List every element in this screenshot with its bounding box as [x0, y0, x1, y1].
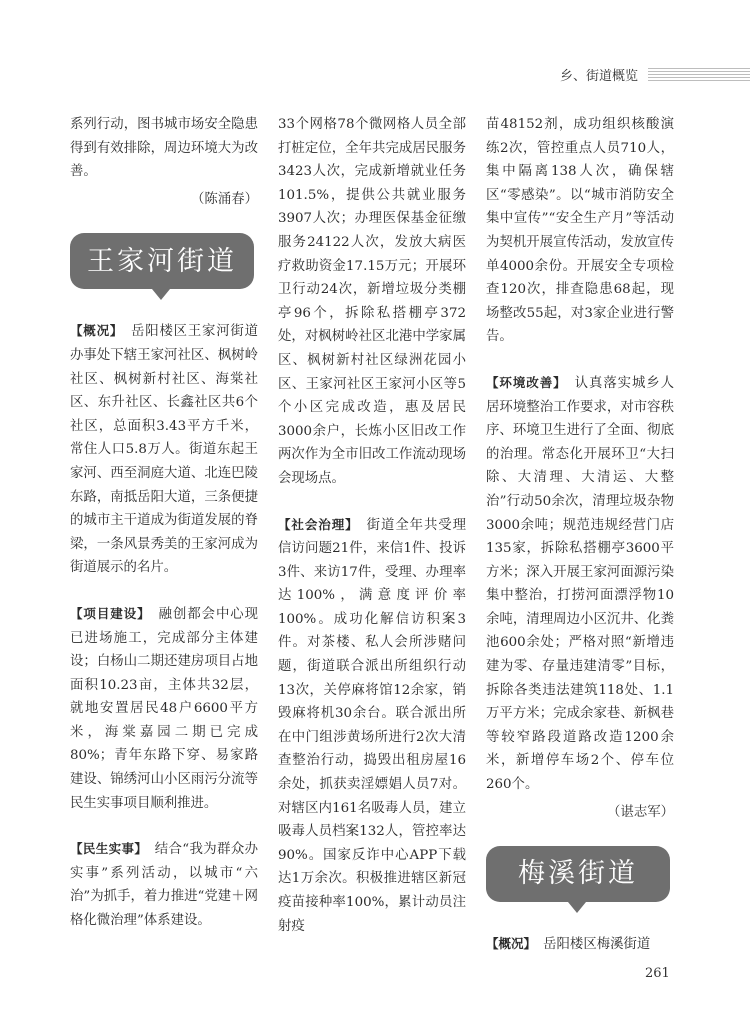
paragraph-overview	[486, 932, 674, 957]
banner-pointer	[152, 289, 170, 300]
author-signature: （陈涌春）	[191, 191, 258, 207]
paragraph-text: 认真落实城乡人居环境整治工作要求，对市容秩序、环境卫生进行了全面、彻底的治理。常态化开展环卫“大扫除、大清理、大清运、大整治”行动50余次，清理垃圾杂物3000余吨；规范违规经营门店135家，拆除私搭棚亭3600平方米；深入开展王家河面源污染集中整治，打捞河面漂浮物10余吨，清理周边小区沉井、化粪池600余处；严格对照“新增违建为零、存量违建清零”目标，拆除各类违法建筑118处、1.1万平方米；完成余家巷、新枫巷等较窄路段道路改造1200余米，新增停车场2个、停车位260个。	[486, 375, 674, 793]
page-number: 261	[645, 966, 670, 981]
paragraph-text: 街道全年共受理信访问题21件，来信1件、投诉3件、来访17件，受理、办理率达100%，满意度评价率100%。成功化解信访积案3件。对茶楼、私人会所涉赌问题，街道联合派出所组织行动13次，关停麻将馆12余家，销毁麻将机30余台。联合派出所在中门组涉黄场所进行2次大清查整治行动，捣毁出租房屋16余处，抓获卖淫嫖娼人员7对。对辖区内161名吸毒人员，建立吸毒人员档案132人，管控率达90%。国家反诈中心APP下载达1万余次。积极推进辖区新冠疫苗接种率100%，累计动员注射疫	[278, 517, 466, 934]
banner-pointer	[568, 902, 586, 913]
paragraph-environment	[486, 371, 674, 797]
section-title: 乡、街道概览	[560, 68, 639, 84]
subheading-label: 【概况】	[70, 323, 117, 339]
column-3	[486, 113, 674, 957]
subheading-label: 【民生实事】	[70, 841, 142, 857]
paragraph-overview	[70, 319, 258, 580]
subheading-label: 【环境改善】	[486, 374, 561, 390]
column-1	[70, 113, 258, 933]
section-banner-title: 梅溪街道	[486, 846, 670, 902]
section-banner	[70, 233, 258, 319]
paragraph: 系列行动，图书城市场安全隐患得到有效排除，周边环境大为改善。	[70, 117, 258, 180]
column-2	[278, 113, 466, 938]
paragraph: 33个网格78个微网格人员全部打桩定位，全年共完成居民服务3423人次，完成新增就业任务101.5%，提供公共就业服务3907人次；办理医保基金征缴服务24122人次，发放大病医疗救助资金17.15万元；开展环卫行动24次，新增垃圾分类棚亭96个，拆除私搭棚亭372处，对枫树岭社区北港中学家属区、枫树新村社区绿洲花园小区、王家河社区王家河小区等5个小区完成改造，惠及居民3000余户，长炼小区旧改工作两次作为全市旧改工作流动现场会现场点。	[278, 117, 466, 486]
header-rule-lines	[648, 68, 750, 81]
paragraph: 苗48152剂，成功组织核酸演练2次，管控重点人员710人，集中隔离138人次，确保辖区“零感染”。以“城市消防安全集中宣传”“安全生产月”等活动为契机开展宣传活动，发放宣传单4000余份。开展安全专项检查120次，排查隐患68起，现场整改55起，对3家企业进行警告。	[486, 117, 674, 345]
paragraph-text: 岳阳楼区梅溪街道	[543, 937, 651, 953]
subheading-label: 【项目建设】	[70, 605, 145, 621]
running-header	[560, 60, 750, 88]
section-banner-title: 王家河街道	[70, 233, 254, 289]
paragraph-social	[278, 513, 466, 939]
section-banner	[486, 846, 674, 932]
paragraph-text: 岳阳楼区王家河街道办事处下辖王家河社区、枫树岭社区、枫树新村社区、海棠社区、东升社区、长鑫社区共6个社区，总面积3.43平方千米，常住人口5.8万人。街道东起王家河、西至洞庭大道、北连巴陵东路，南抵岳阳大道，三条便捷的城市主干道成为街道发展的脊梁，一条风景秀美的王家河成为街道展示的名片。	[70, 324, 258, 576]
paragraph-project	[70, 602, 258, 815]
subheading-label: 【概况】	[486, 936, 530, 952]
paragraph-livelihood	[70, 837, 258, 932]
author-signature: （谌志军）	[607, 804, 674, 820]
paragraph-text: 结合“我为群众办实事”系列活动，以城市“六治”为抓手，着力推进“党建＋网格化微治理”体系建设。	[70, 842, 258, 929]
paragraph-text: 融创都会中心现已进场施工，完成部分主体建设；白杨山二期还建房项目占地面积10.23亩，主体共32层，就地安置居民48户6600平方米，海棠嘉园二期已完成80%；青年东路下穿、易家路建设、锦绣河山小区雨污分流等民生实事项目顺利推进。	[70, 606, 258, 811]
subheading-label: 【社会治理】	[278, 516, 353, 532]
